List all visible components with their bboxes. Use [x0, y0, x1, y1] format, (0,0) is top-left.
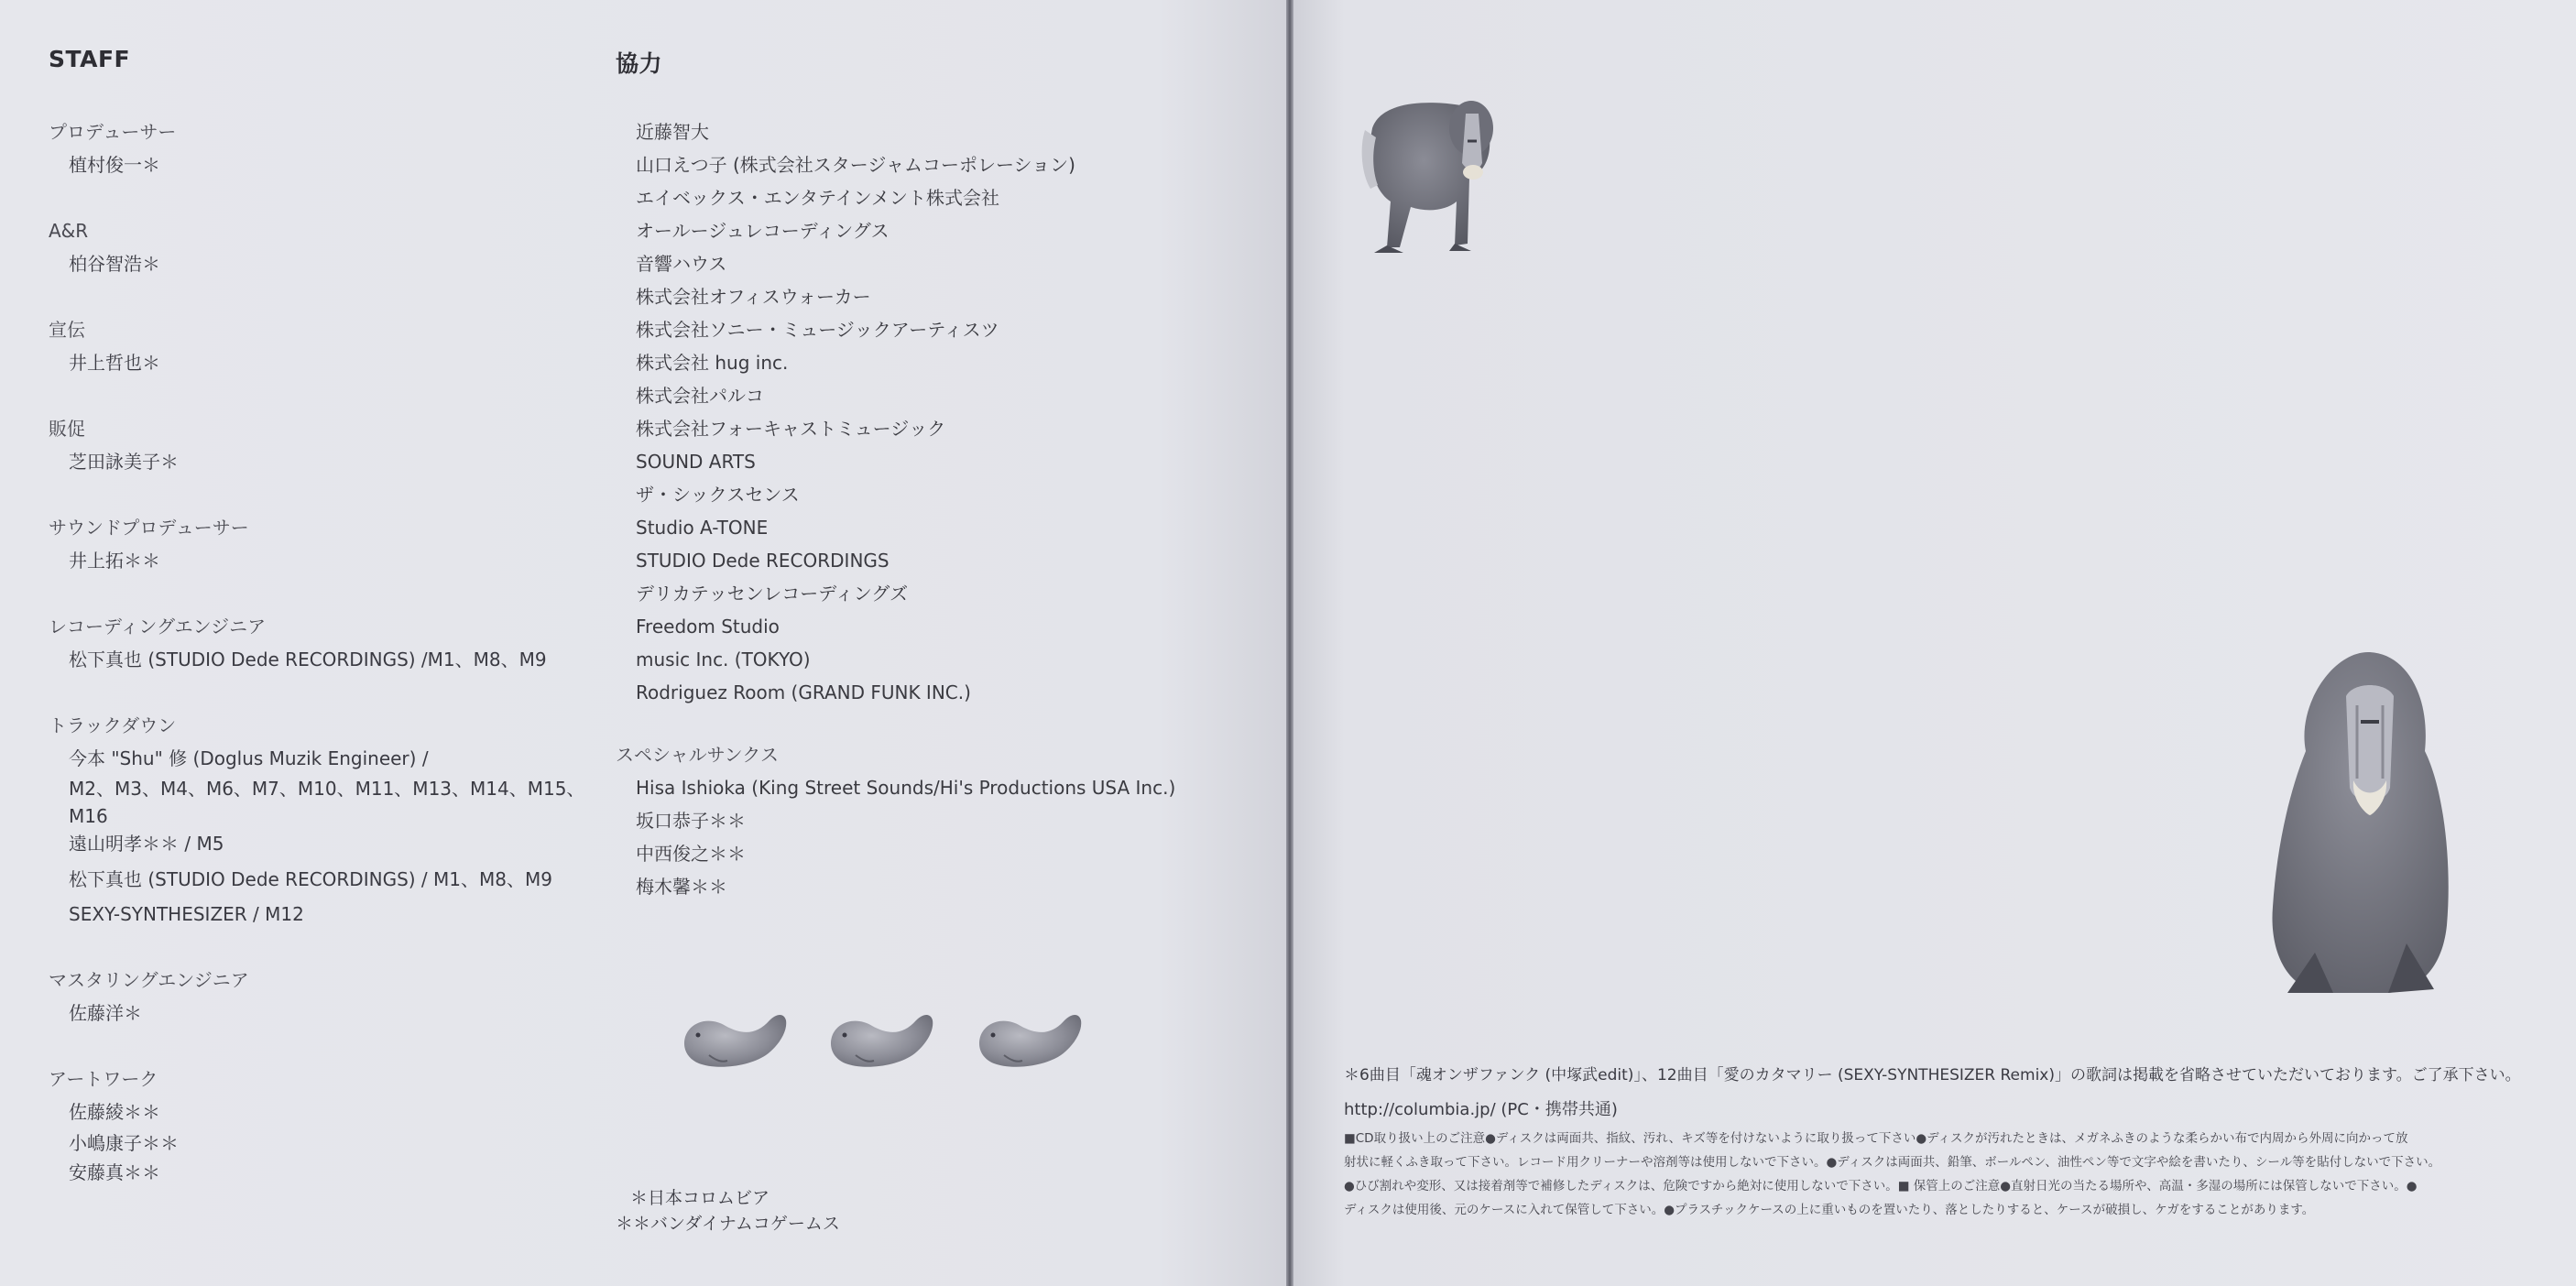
cooperation-heading: 協力 [616, 50, 663, 77]
special-thanks-item: Hisa Ishioka (King Street Sounds/Hi's Productions USA Inc.) [636, 777, 1176, 799]
credit-name: 井上拓＊＊ [69, 550, 160, 572]
cooperation-item: 株式会社オフィスウォーカー [636, 286, 871, 308]
special-thanks-heading: スペシャルサンクス [616, 744, 779, 766]
cooperation-item: 株式会社 hug inc. [636, 352, 789, 374]
credit-name: 遠山明孝＊＊ / M5 [69, 833, 224, 855]
credit-name: SEXY-SYNTHESIZER / M12 [69, 903, 304, 925]
credit-name: 今本 "Shu" 修 (Doglus Muzik Engineer) / [69, 747, 429, 769]
credit-name: 植村俊一＊ [69, 154, 160, 176]
credit-name: 井上哲也＊ [69, 352, 160, 374]
credit-role: マスタリングエンジニア [49, 969, 249, 991]
credit-role: A&R [49, 220, 89, 242]
credit-name: 松下真也 (STUDIO Dede RECORDINGS) /M1、M8、M9 [69, 648, 547, 670]
cooperation-item: 近藤智大 [636, 121, 709, 143]
special-thanks-item: 中西俊之＊＊ [636, 843, 746, 865]
credit-role: 宣伝 [49, 319, 85, 341]
credit-name: 小嶋康子＊＊ [69, 1132, 179, 1154]
credit-role: トラックダウン [49, 714, 177, 736]
cooperation-item: エイベックス・エンタテインメント株式会社 [636, 187, 999, 209]
caution-line: ●ひび割れや変形、又は接着剤等で補修したディスクは、危険ですから絶対に使用しないで下さい。■ 保管上のご注意●直射日光の当たる場所や、高温・多湿の場所には保管しないで下さい。● [1344, 1179, 2418, 1193]
website-url[interactable]: http://columbia.jp/ (PC・携帯共通) [1344, 1100, 1618, 1119]
cooperation-item: 音響ハウス [636, 253, 727, 275]
credit-role: アートワーク [49, 1068, 158, 1090]
seal-row [678, 989, 1108, 1081]
credit-name: M2、M3、M4、M6、M7、M10、M11、M13、M14、M15、M16 [69, 778, 585, 827]
cooperation-item: Studio A-TONE [636, 517, 769, 539]
special-thanks-item: 坂口恭子＊＊ [636, 810, 746, 832]
cooperation-item: 株式会社フォーキャストミュージック [636, 418, 946, 440]
mandrill-walking-icon [1354, 64, 1510, 275]
credit-role: サウンドプロデューサー [49, 517, 249, 539]
mandrill-sitting-icon [2251, 641, 2471, 1008]
cooperation-item: オールージュレコーディングス [636, 220, 890, 242]
seal-icon [979, 1015, 1081, 1067]
credit-name: 安藤真＊＊ [69, 1161, 160, 1183]
handling-caution [1344, 1127, 2535, 1222]
seal-icon [831, 1015, 933, 1067]
seal-icon [684, 1015, 786, 1067]
cooperation-item: Rodriguez Room (GRAND FUNK INC.) [636, 681, 971, 703]
caution-line: 射状に軽くふき取って下さい。レコード用クリーナーや溶剤等は使用しないで下さい。●ディスクは両面共、鉛筆、ボールペン、油性ペン等で文字や絵を書いたり、シール等を貼付しないで下さい。 [1344, 1155, 2441, 1170]
left-page [0, 0, 1286, 1286]
cooperation-list [616, 115, 1275, 903]
caution-line: ディスクは使用後、元のケースに入れて保管して下さい。●プラスチックケースの上に重いものを置いたり、落としたりすると、ケースが破損し、ケガをすることがあります。 [1344, 1203, 2315, 1217]
right-page [1293, 0, 2576, 1286]
credit-name: 佐藤綾＊＊ [69, 1101, 160, 1123]
credit-role: プロデューサー [49, 121, 177, 143]
cooperation-item: デリカテッセンレコーディングズ [636, 583, 909, 605]
credit-name: 柏谷智浩＊ [69, 253, 160, 275]
caution-line: ■CD取り扱い上のご注意●ディスクは両面共、指紋、汚れ、キズ等を付けないように取り扱って下さい●ディスクが汚れたときは、メガネふきのような柔らかい布で内周から外周に向かって放 [1344, 1131, 2408, 1146]
cooperation-item: STUDIO Dede RECORDINGS [636, 550, 890, 572]
cooperation-item: 株式会社ソニー・ミュージックアーティスツ [636, 319, 999, 341]
special-thanks-item: 梅木馨＊＊ [636, 876, 727, 898]
credit-role: レコーディングエンジニア [49, 616, 267, 638]
book-spine [1286, 0, 1293, 1286]
cooperation-item: 株式会社パルコ [636, 385, 764, 407]
cooperation-item: 山口えつ子 (株式会社スタージャムコーポレーション) [636, 154, 1075, 176]
cooperation-item: Freedom Studio [636, 616, 780, 638]
legend-single: ＊日本コロムビア [630, 1188, 770, 1208]
credit-name: 松下真也 (STUDIO Dede RECORDINGS) / M1、M8、M9 [69, 868, 552, 890]
cooperation-item: ザ・シックスセンス [636, 484, 800, 506]
staff-heading: STAFF [49, 46, 131, 72]
lyrics-note: ＊6曲目「魂オンザファンク (中塚武edit)」、12曲目「愛のカタマリー (SEXY-SYNTHESIZER Remix)」の歌詞は掲載を省略させていただいております。ご了承下さい。 [1344, 1066, 2521, 1084]
legend-double: ＊＊バンダイナムコゲームス [616, 1214, 840, 1234]
cooperation-item: SOUND ARTS [636, 451, 756, 473]
staff-credits [49, 115, 598, 1187]
credit-name: 芝田詠美子＊ [69, 451, 179, 473]
credit-name: 佐藤洋＊ [69, 1002, 142, 1024]
cooperation-item: music Inc. (TOKYO) [636, 648, 811, 670]
credit-role: 販促 [49, 418, 85, 440]
